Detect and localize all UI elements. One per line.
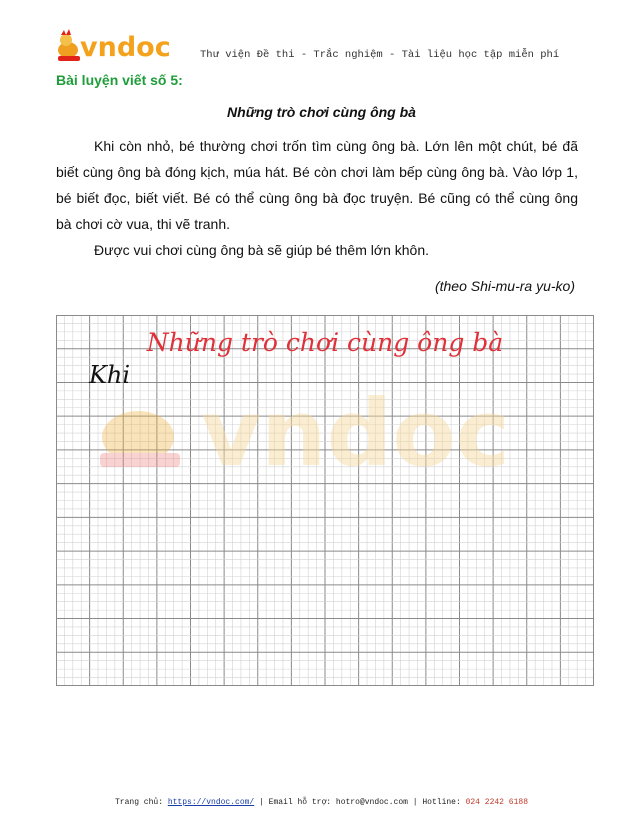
story-title: Những trò chơi cùng ông bà [227,104,416,120]
footer-home-link[interactable]: https://vndoc.com/ [167,798,255,807]
story-text [56,133,578,263]
practice-grid[interactable] [56,315,594,686]
story-paragraph: Khi còn nhỏ, bé thường chơi trốn tìm cùng ông bà. Lớn lên một chút, bé đã biết cùng ông bà đóng kịch, múa hát. Bé còn chơi làm bếp cùng ông bà. Vào lớp 1, bé biết đọc, biết viết. Bé có thể cùng ông bà đọc truyện. Bé cũng có thể cùng ông bà chơi cờ vua, thi vẽ tranh. [56,138,578,232]
footer-hotline-label: Hotline: [422,798,461,807]
vndoc-logo[interactable] [54,26,184,66]
footer [0,798,643,807]
footer-email[interactable]: hotro@vndoc.com [335,798,408,807]
footer-separator: | [259,798,264,807]
story-paragraph: Được vui chơi cùng ông bà sẽ giúp bé thêm lớn khôn. [94,242,429,258]
story-attribution: (theo Shi-mu-ra yu-ko) [434,278,575,294]
mascot-icon [58,29,80,61]
watermark-mascot-icon [100,411,180,467]
footer-hotline[interactable]: 024 2242 6188 [465,798,528,807]
footer-separator: | [412,798,418,807]
footer-email-label: Email hỗ trợ: [268,798,332,807]
cursive-title: Những trò chơi cùng ông bà [146,328,504,357]
vndoc-watermark: vndoc [201,380,511,487]
site-tagline: Thư viện Đề thi - Trắc nghiệm - Tài liệu học tập miễn phí [200,49,560,61]
grid-lines [56,315,594,686]
exercise-heading: Bài luyện viết số 5: [56,72,183,88]
first-word: Khi [89,361,131,389]
logo-text: vndoc [80,32,171,63]
footer-home-label: Trang chủ: [114,798,163,807]
